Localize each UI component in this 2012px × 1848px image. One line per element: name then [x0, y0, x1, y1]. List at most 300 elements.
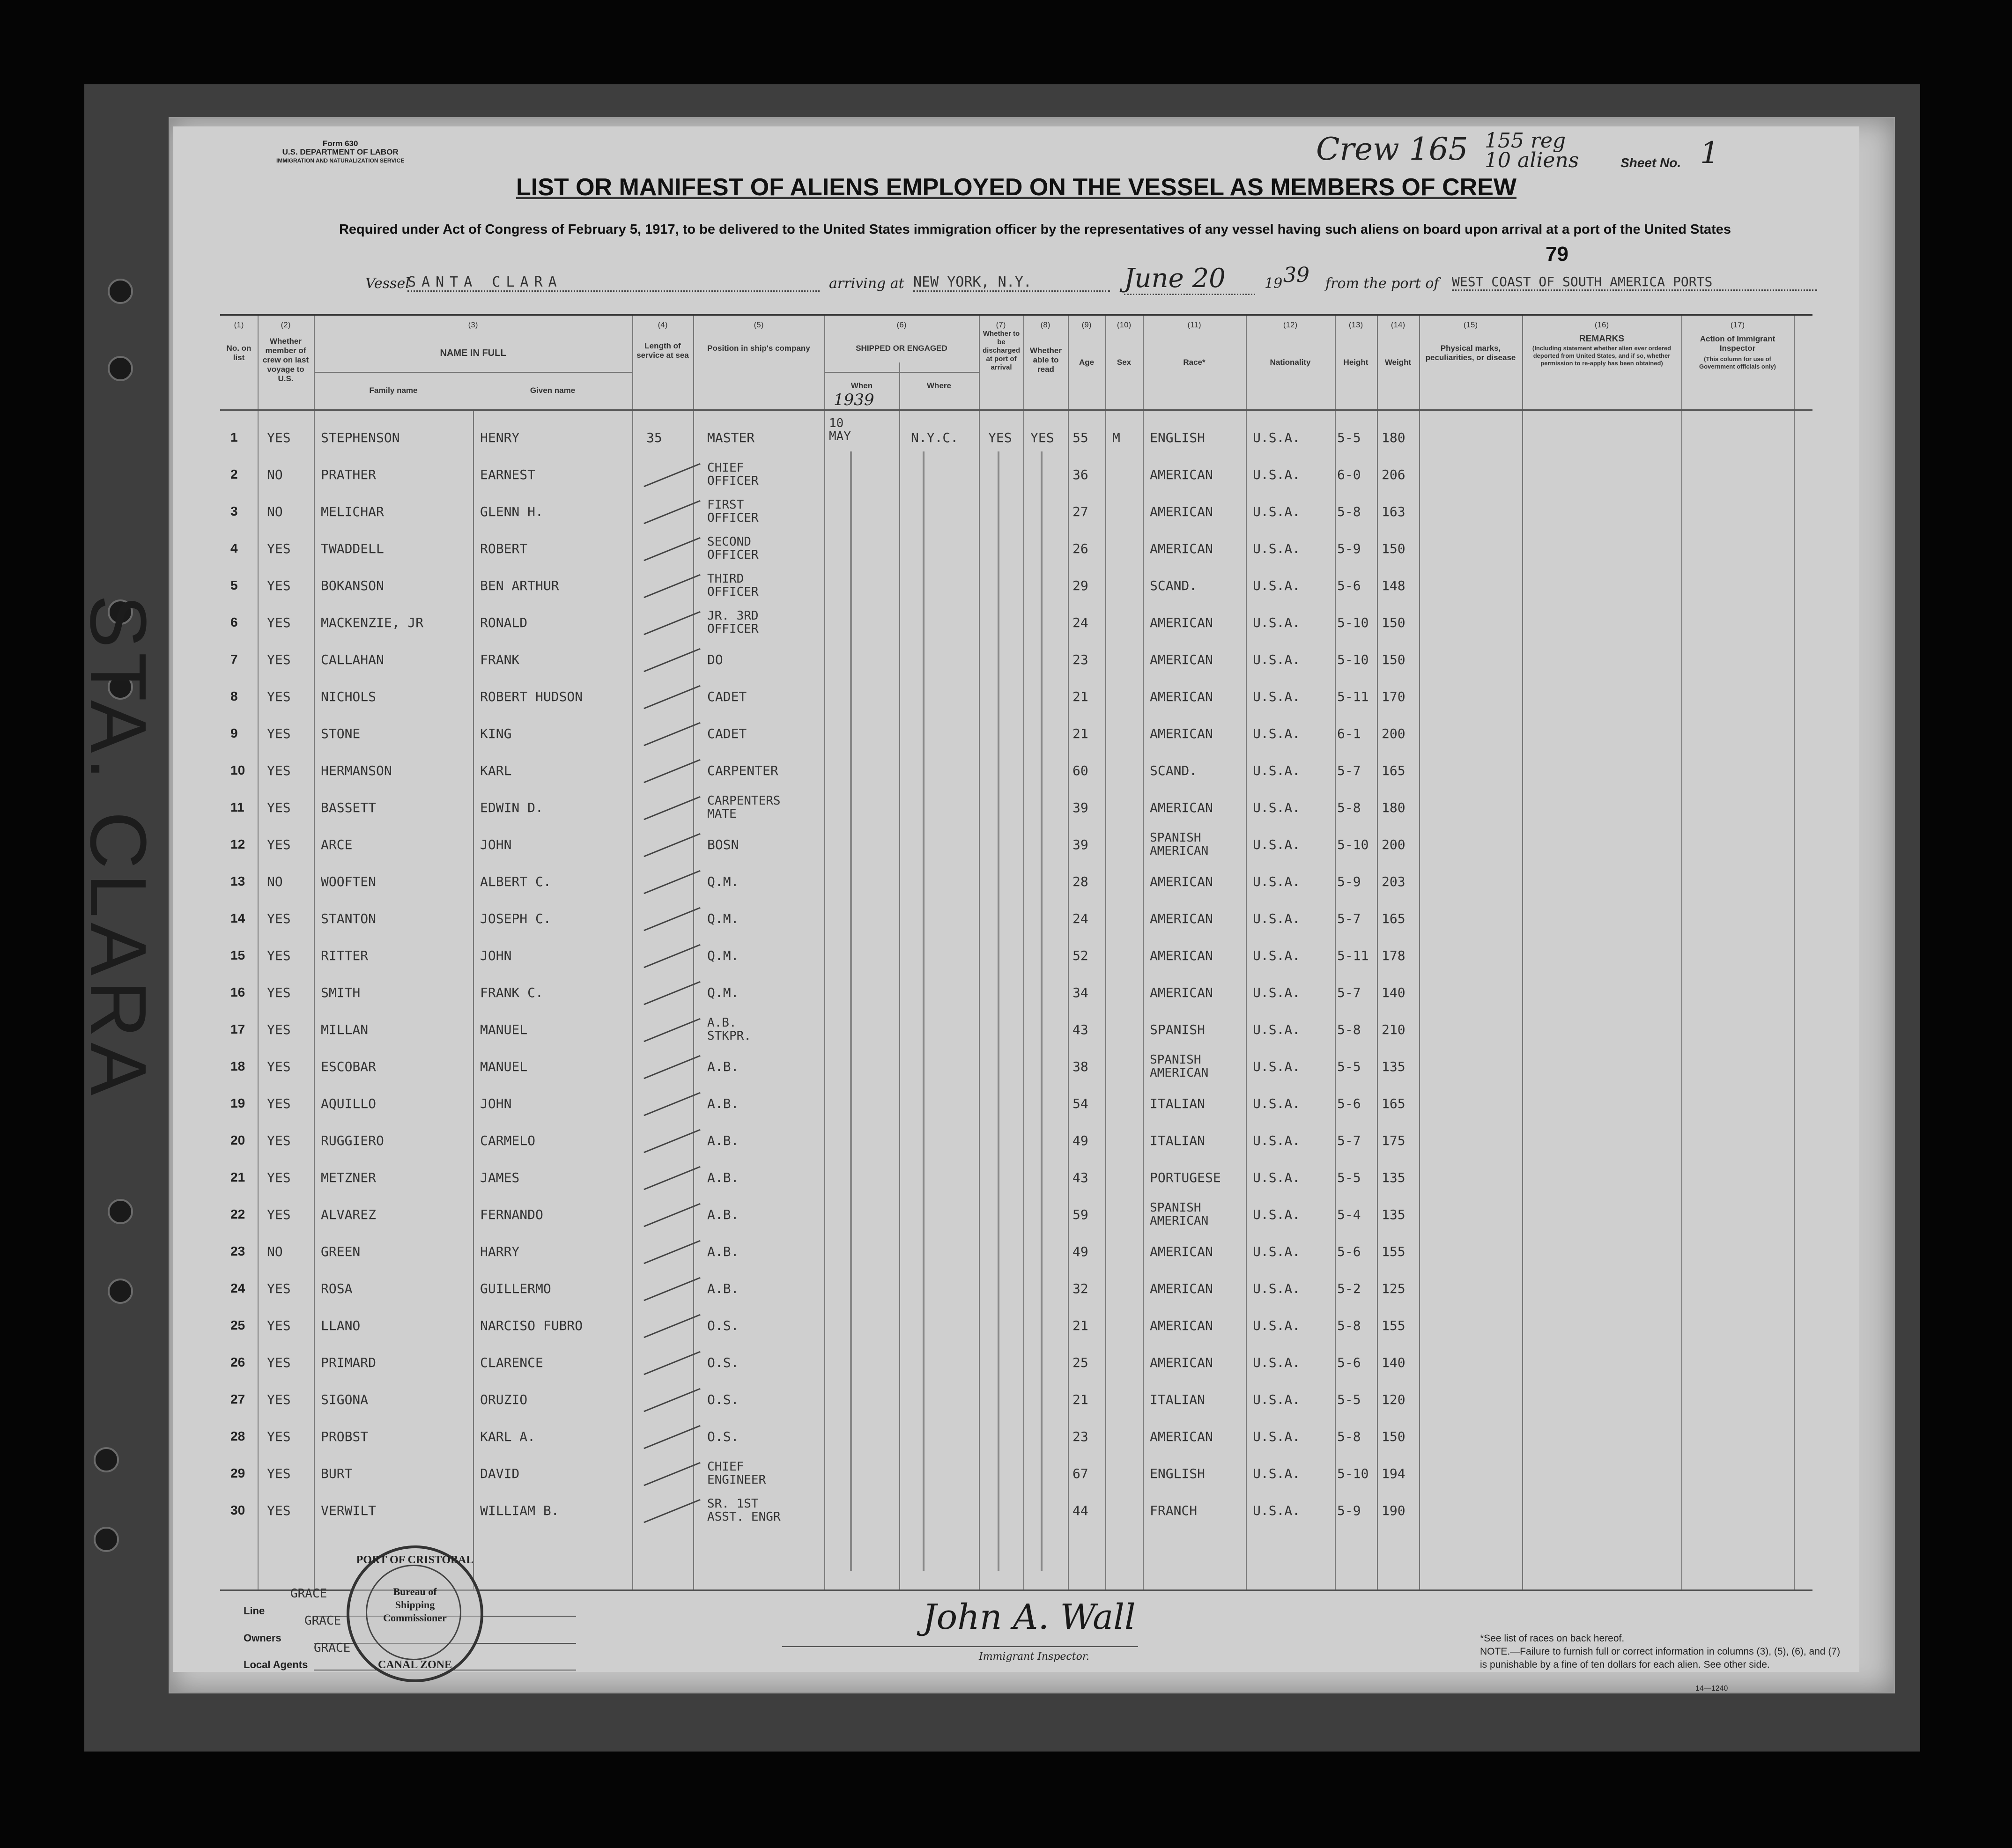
col-num: (8) — [1040, 320, 1050, 329]
cell-height: 5-10 — [1337, 615, 1369, 630]
cell-race — [1150, 831, 1208, 857]
cell-age: 54 — [1073, 1096, 1088, 1111]
cell-height: 5-10 — [1337, 1466, 1369, 1481]
cell-no: 15 — [230, 948, 245, 962]
cell-age: 43 — [1073, 1022, 1088, 1037]
cell-nat: U.S.A. — [1253, 1207, 1301, 1222]
position-line: OFFICER — [707, 474, 759, 488]
cell-height: 5-9 — [1337, 541, 1361, 556]
cell-height: 5-7 — [1337, 985, 1361, 1000]
cell-nat: U.S.A. — [1253, 948, 1301, 963]
cell-nat: U.S.A. — [1253, 1133, 1301, 1148]
cell-member: NO — [267, 1244, 283, 1259]
cell-age: 34 — [1073, 985, 1088, 1000]
table-row — [220, 1126, 1812, 1163]
cell-family: SMITH — [321, 985, 361, 1000]
sheet-no-value: 1 — [1700, 136, 1719, 170]
cell-no: 28 — [230, 1429, 245, 1443]
crew-note-line: 155 reg — [1485, 129, 1566, 153]
cell-pos1: O.S. — [707, 1429, 739, 1444]
year-suffix: 39 — [1283, 263, 1309, 287]
cell-weight: 155 — [1382, 1244, 1405, 1259]
cell-member: YES — [267, 948, 291, 963]
header-where: Where — [927, 381, 951, 390]
cell-given: JAMES — [480, 1170, 520, 1185]
cell-family: VERWILT — [321, 1503, 377, 1518]
cell-age: 32 — [1073, 1281, 1088, 1296]
cell-nat: U.S.A. — [1253, 1022, 1301, 1037]
cell-member: YES — [267, 726, 291, 741]
cell-height: 5-5 — [1337, 1392, 1361, 1407]
cell-given: DAVID — [480, 1466, 520, 1481]
cell-no: 22 — [230, 1207, 245, 1221]
cell-age: 60 — [1073, 763, 1088, 778]
cell-family: ESCOBAR — [321, 1059, 377, 1074]
table-row — [220, 682, 1812, 719]
cell-member: YES — [267, 985, 291, 1000]
ditto-slash — [644, 500, 701, 524]
cell-age: 44 — [1073, 1503, 1088, 1518]
cell-height: 5-11 — [1337, 689, 1369, 704]
from-port-label: from the port of — [1325, 275, 1439, 292]
cell-age: 28 — [1073, 874, 1088, 889]
position-line: A.B. — [707, 1016, 737, 1030]
cell-nat: U.S.A. — [1253, 1281, 1301, 1296]
cell-height: 5-11 — [1337, 948, 1369, 963]
col-num: (2) — [281, 320, 291, 329]
cell-family: PRIMARD — [321, 1355, 377, 1370]
service-line: IMMIGRATION AND NATURALIZATION SERVICE — [276, 157, 405, 164]
cell-family: RITTER — [321, 948, 369, 963]
position-line: MATE — [707, 807, 737, 821]
cell-position — [707, 1460, 766, 1486]
cell-race1: AMERICAN — [1150, 1429, 1213, 1444]
cell-given: HARRY — [480, 1244, 520, 1259]
cell-given: KARL A. — [480, 1429, 536, 1444]
col-num: (14) — [1391, 320, 1405, 329]
ditto-slash — [644, 1092, 701, 1116]
position-line: SECOND — [707, 535, 751, 549]
cell-member: NO — [267, 504, 283, 519]
cell-position — [707, 572, 759, 599]
header-family-name: Family name — [369, 386, 418, 395]
cell-age: 52 — [1073, 948, 1088, 963]
cell-weight: 140 — [1382, 985, 1405, 1000]
cell-height: 5-8 — [1337, 504, 1361, 519]
cell-race1: AMERICAN — [1150, 689, 1213, 704]
cell-age: 67 — [1073, 1466, 1088, 1481]
cell-member: YES — [267, 1207, 291, 1222]
cell-weight: 165 — [1382, 911, 1405, 926]
cell-height: 5-9 — [1337, 874, 1361, 889]
cell-given: BEN ARTHUR — [480, 578, 559, 593]
race-line: SPANISH — [1150, 1053, 1201, 1067]
header-nationality: Nationality — [1270, 358, 1311, 367]
header-age: Age — [1079, 358, 1095, 367]
col-num: (11) — [1187, 320, 1201, 329]
binder-hole — [94, 1447, 119, 1472]
cell-height: 5-8 — [1337, 1022, 1361, 1037]
ditto-slash — [644, 537, 701, 561]
cell-weight: 200 — [1382, 837, 1405, 852]
cell-nat: U.S.A. — [1253, 874, 1301, 889]
cell-position — [707, 794, 781, 821]
cell-weight: 135 — [1382, 1170, 1405, 1185]
crew-breakdown-note — [1485, 131, 1579, 170]
shipped-divider — [824, 372, 979, 373]
table-row — [220, 978, 1812, 1015]
cell-member: YES — [267, 911, 291, 926]
cell-race1: AMERICAN — [1150, 652, 1213, 667]
cell-race1: SCAND. — [1150, 578, 1198, 593]
cell-no: 20 — [230, 1133, 245, 1147]
cell-position — [707, 461, 759, 488]
cell-family: TWADDELL — [321, 541, 384, 556]
cell-family: MELICHAR — [321, 504, 384, 519]
cell-height: 5-7 — [1337, 911, 1361, 926]
cell-no: 16 — [230, 985, 245, 999]
cell-family: ROSA — [321, 1281, 353, 1296]
cell-family: MILLAN — [321, 1022, 369, 1037]
cell-given: CARMELO — [480, 1133, 536, 1148]
cell-age: 27 — [1073, 504, 1088, 519]
cell-pos1: BOSN — [707, 837, 739, 852]
table-row — [220, 904, 1812, 941]
crew-table — [220, 314, 1812, 1591]
cell-member: YES — [267, 837, 291, 852]
cell-member: YES — [267, 578, 291, 593]
cell-family: WOOFTEN — [321, 874, 377, 889]
manifest-page — [74, 126, 1859, 1693]
cell-given: JOHN — [480, 837, 512, 852]
line-label: Line — [244, 1605, 265, 1617]
header-no-on-list: No. on list — [226, 344, 252, 362]
race-line: SPANISH — [1150, 831, 1201, 845]
cell-weight: 150 — [1382, 541, 1405, 556]
cell-family: NICHOLS — [321, 689, 377, 704]
cell-nat: U.S.A. — [1253, 1059, 1301, 1074]
cell-when: 10 MAY — [829, 416, 851, 444]
ditto-slash — [644, 1018, 701, 1042]
cell-age: 39 — [1073, 837, 1088, 852]
header-weight: Weight — [1384, 358, 1412, 367]
cell-no: 13 — [230, 874, 245, 888]
cell-no: 29 — [230, 1466, 245, 1480]
cell-nat: U.S.A. — [1253, 541, 1301, 556]
cell-no: 3 — [230, 504, 238, 518]
cell-age: 23 — [1073, 1429, 1088, 1444]
cell-age: 39 — [1073, 800, 1088, 815]
cell-nat: U.S.A. — [1253, 1429, 1301, 1444]
cell-nat: U.S.A. — [1253, 1170, 1301, 1185]
cell-height: 5-5 — [1337, 430, 1361, 445]
table-row — [220, 1496, 1812, 1533]
col-num: (1) — [234, 320, 244, 329]
cell-weight: 135 — [1382, 1207, 1405, 1222]
form-number-line: Form 630 — [322, 139, 358, 148]
cell-family: ALVAREZ — [321, 1207, 377, 1222]
table-row — [220, 1348, 1812, 1385]
cell-given: MANUEL — [480, 1059, 528, 1074]
cell-height: 5-8 — [1337, 1318, 1361, 1333]
cell-nat: U.S.A. — [1253, 911, 1301, 926]
cell-given: ROBERT HUDSON — [480, 689, 583, 704]
cell-member: YES — [267, 1355, 291, 1370]
col-num: (13) — [1348, 320, 1363, 329]
cell-nat: U.S.A. — [1253, 430, 1301, 445]
cell-family: CALLAHAN — [321, 652, 384, 667]
cell-member: YES — [267, 1318, 291, 1333]
cell-family: PROBST — [321, 1429, 369, 1444]
header-height: Height — [1343, 358, 1368, 367]
ditto-slash — [644, 1462, 701, 1486]
position-line: JR. 3RD — [707, 609, 759, 623]
cell-race1: AMERICAN — [1150, 800, 1213, 815]
ditto-slash — [644, 611, 701, 635]
cell-race1: PORTUGESE — [1150, 1170, 1221, 1185]
cell-disch: YES — [988, 430, 1012, 445]
ditto-slash — [644, 1351, 701, 1375]
cell-height: 5-9 — [1337, 1503, 1361, 1518]
cell-height: 6-1 — [1337, 726, 1361, 741]
cell-family: GREEN — [321, 1244, 361, 1259]
cell-weight: 165 — [1382, 1096, 1405, 1111]
table-row — [220, 1459, 1812, 1496]
table-row — [220, 1422, 1812, 1459]
cell-no: 18 — [230, 1059, 245, 1073]
cell-no: 7 — [230, 652, 238, 666]
col-num: (7) — [996, 320, 1006, 329]
cell-family: ARCE — [321, 837, 353, 852]
position-line: OFFICER — [707, 585, 759, 599]
cell-no: 14 — [230, 911, 245, 925]
cell-position — [707, 1497, 781, 1523]
ditto-slash — [644, 833, 701, 857]
cell-weight: 150 — [1382, 652, 1405, 667]
position-line: OFFICER — [707, 622, 759, 636]
cell-nat: U.S.A. — [1253, 504, 1301, 519]
table-row — [220, 756, 1812, 793]
cell-height: 5-5 — [1337, 1170, 1361, 1185]
ditto-slash — [644, 685, 701, 709]
cell-family: BURT — [321, 1466, 353, 1481]
cell-pos1: CADET — [707, 726, 747, 741]
ditto-slash — [644, 1388, 701, 1412]
cell-given: FERNANDO — [480, 1207, 543, 1222]
ditto-slash — [644, 1240, 701, 1264]
cell-given: RONALD — [480, 615, 528, 630]
cell-weight: 125 — [1382, 1281, 1405, 1296]
position-line: OFFICER — [707, 548, 759, 562]
cell-pos1: Q.M. — [707, 948, 739, 963]
vessel-label: Vessel — [365, 275, 410, 292]
cell-given: FRANK C. — [480, 985, 543, 1000]
table-row — [220, 1163, 1812, 1200]
header-able-read: Whether able to read — [1030, 346, 1062, 374]
cell-no: 11 — [230, 800, 244, 814]
cell-height: 5-7 — [1337, 763, 1361, 778]
cell-member: YES — [267, 1392, 291, 1407]
table-row — [220, 941, 1812, 978]
binder-hole — [108, 1199, 133, 1224]
vessel-name: SANTA CLARA — [407, 274, 820, 292]
inspector-signature: John A. Wall — [923, 1597, 1136, 1637]
cell-height: 5-2 — [1337, 1281, 1361, 1296]
ditto-slash — [644, 648, 701, 672]
cell-weight: 155 — [1382, 1318, 1405, 1333]
position-line: STKPR. — [707, 1029, 751, 1043]
cell-weight: 148 — [1382, 578, 1405, 593]
cell-pos1: A.B. — [707, 1244, 739, 1259]
cell-member: YES — [267, 1096, 291, 1111]
ditto-slash — [644, 907, 701, 931]
cell-member: NO — [267, 467, 283, 482]
cell-no: 23 — [230, 1244, 245, 1258]
cell-position — [707, 498, 759, 525]
cell-pos1: A.B. — [707, 1096, 739, 1111]
cell-weight: 163 — [1382, 504, 1405, 519]
table-row — [220, 608, 1812, 645]
cell-no: 8 — [230, 689, 238, 703]
race-line: AMERICAN — [1150, 844, 1209, 858]
cell-no: 24 — [230, 1281, 245, 1295]
ditto-slash — [644, 463, 701, 487]
position-line: CARPENTERS — [707, 794, 781, 808]
col-num: (17) — [1730, 320, 1745, 329]
cell-pos1: A.B. — [707, 1059, 739, 1074]
binder-hole — [94, 1527, 119, 1552]
title-text: LIST OR MANIFEST OF ALIENS EMPLOYED ON THE VESSEL AS MEMBERS OF CREW — [516, 174, 1516, 201]
local-agents-label: Local Agents — [244, 1659, 308, 1671]
col-num: (5) — [754, 320, 764, 329]
cell-weight: 203 — [1382, 874, 1405, 889]
cell-weight: 135 — [1382, 1059, 1405, 1074]
table-row — [220, 1089, 1812, 1126]
cell-family: BASSETT — [321, 800, 377, 815]
header-discharged: Whether to be discharged at port of arrival — [982, 330, 1021, 371]
year-prefix: 19 — [1265, 275, 1283, 292]
cell-age: 55 — [1073, 430, 1088, 445]
from-port: WEST COAST OF SOUTH AMERICA PORTS — [1452, 274, 1817, 291]
cell-nat: U.S.A. — [1253, 800, 1301, 815]
table-row — [220, 571, 1812, 608]
ditto-slash — [644, 1277, 701, 1301]
cell-nat: U.S.A. — [1253, 615, 1301, 630]
cell-member: YES — [267, 1281, 291, 1296]
header-member-last-voyage: Whether member of crew on last voyage to U.S. — [262, 337, 309, 383]
cell-pos1: MASTER — [707, 430, 755, 445]
table-row — [220, 867, 1812, 904]
cell-member: YES — [267, 763, 291, 778]
col-num: (9) — [1081, 320, 1092, 329]
agents-value: GRACE — [314, 1641, 351, 1655]
col-num: (3) — [468, 320, 478, 329]
cell-age: 21 — [1073, 726, 1088, 741]
cell-age: 43 — [1073, 1170, 1088, 1185]
cell-pos1: DO — [707, 652, 723, 667]
cell-nat: U.S.A. — [1253, 467, 1301, 482]
cell-no: 21 — [230, 1170, 245, 1184]
cell-given: EARNEST — [480, 467, 536, 482]
table-row — [220, 1200, 1812, 1237]
cell-family: STONE — [321, 726, 361, 741]
cell-family: STEPHENSON — [321, 430, 400, 445]
binder-hole — [108, 356, 133, 381]
cell-race — [1150, 1053, 1208, 1079]
header-position: Position in ship's company — [707, 344, 810, 353]
cell-weight: 170 — [1382, 689, 1405, 704]
cell-member: YES — [267, 1170, 291, 1185]
owners-value: GRACE — [304, 1614, 341, 1628]
ditto-slash — [644, 1499, 701, 1523]
cell-race1: ITALIAN — [1150, 1096, 1206, 1111]
ditto-slash — [644, 574, 701, 598]
cell-family: MACKENZIE, JR — [321, 615, 424, 630]
cell-sex: M — [1112, 430, 1120, 445]
header-remarks: REMARKS — [1579, 334, 1625, 344]
stamp-line: Commissioner — [383, 1612, 447, 1624]
arriving-port: NEW YORK, N.Y. — [913, 274, 1110, 292]
cell-age: 29 — [1073, 578, 1088, 593]
cell-age: 21 — [1073, 1318, 1088, 1333]
cell-weight: 194 — [1382, 1466, 1405, 1481]
stamp-bottom-text: CANAL ZONE — [377, 1659, 452, 1671]
ditto-slash — [644, 1314, 701, 1338]
cell-member: YES — [267, 1503, 291, 1518]
cell-race1: ITALIAN — [1150, 1392, 1206, 1407]
inspector-label: Immigrant Inspector. — [979, 1651, 1089, 1663]
cell-race1: AMERICAN — [1150, 1244, 1213, 1259]
binder-hole — [108, 1279, 133, 1304]
position-line: FIRST — [707, 498, 744, 512]
ditto-slash — [644, 1425, 701, 1449]
cell-no: 6 — [230, 615, 238, 629]
cell-family: LLANO — [321, 1318, 361, 1333]
cell-given: ROBERT — [480, 541, 528, 556]
cell-given: ALBERT C. — [480, 874, 551, 889]
cell-pos1: A.B. — [707, 1207, 739, 1222]
arrival-date: June 20 — [1124, 263, 1255, 295]
cell-age: 36 — [1073, 467, 1088, 482]
department-line: U.S. DEPARTMENT OF LABOR — [282, 148, 399, 156]
cell-race1: AMERICAN — [1150, 911, 1213, 926]
cell-height: 5-8 — [1337, 1429, 1361, 1444]
cell-nat: U.S.A. — [1253, 1096, 1301, 1111]
cell-height: 5-10 — [1337, 837, 1369, 852]
cell-height: 5-6 — [1337, 578, 1361, 593]
cell-nat: U.S.A. — [1253, 837, 1301, 852]
crew-count-note: Crew 165 — [1316, 131, 1468, 167]
binder-hole — [108, 279, 133, 304]
race-line: AMERICAN — [1150, 1214, 1209, 1228]
ditto-slash — [644, 1055, 701, 1079]
cell-race1: AMERICAN — [1150, 726, 1213, 741]
cell-nat: U.S.A. — [1253, 652, 1301, 667]
cell-member: YES — [267, 800, 291, 815]
vessel-name-annotation: STA. CLARA — [74, 595, 163, 1101]
cell-race1: SPANISH — [1150, 1022, 1206, 1037]
cell-given: GUILLERMO — [480, 1281, 551, 1296]
cell-height: 6-0 — [1337, 467, 1361, 482]
cell-no: 9 — [230, 726, 238, 740]
cell-member: YES — [267, 689, 291, 704]
cell-age: 25 — [1073, 1355, 1088, 1370]
cell-no: 19 — [230, 1096, 245, 1110]
header-shipped-engaged: SHIPPED OR ENGAGED — [856, 344, 947, 353]
cell-race1: FRANCH — [1150, 1503, 1198, 1518]
position-line: OFFICER — [707, 511, 759, 525]
header-when: When — [851, 381, 873, 390]
